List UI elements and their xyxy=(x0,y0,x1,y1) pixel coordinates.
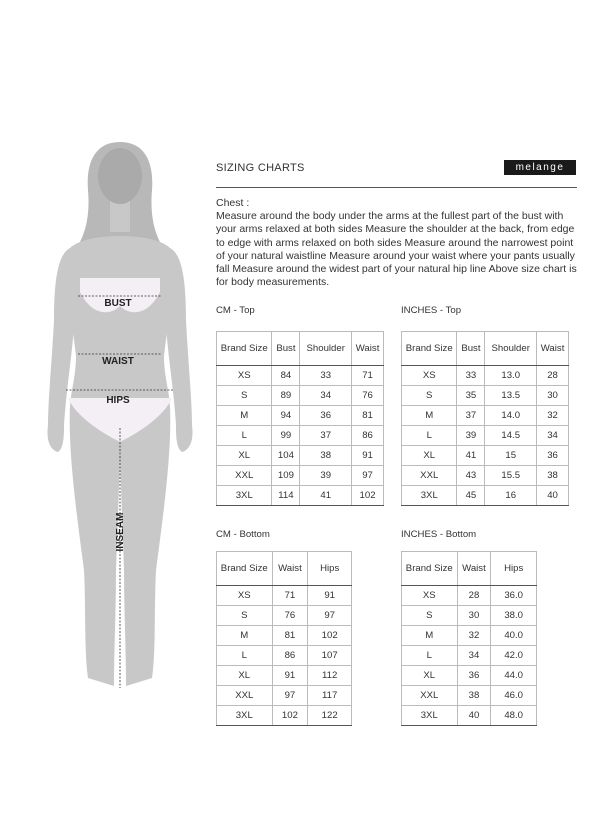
table-row xyxy=(402,406,569,426)
table-row xyxy=(402,466,569,486)
table-row xyxy=(217,406,384,426)
value-cell: 112 xyxy=(308,666,352,686)
table-row xyxy=(402,486,569,506)
table-row xyxy=(217,466,384,486)
bust-label: BUST xyxy=(104,298,132,309)
value-cell: 35 xyxy=(457,386,485,406)
size-cell: 3XL xyxy=(217,486,272,506)
value-cell: 84 xyxy=(272,366,300,386)
measurement-instructions xyxy=(216,197,584,289)
brand-logo: melange xyxy=(504,160,576,175)
table-row xyxy=(402,586,537,606)
value-cell: 15 xyxy=(485,446,537,466)
cm-top-table xyxy=(216,331,384,506)
page-title: SIZING CHARTS xyxy=(216,162,305,174)
table-header-row xyxy=(217,332,384,366)
inches-bottom-table xyxy=(401,551,537,726)
value-cell: 91 xyxy=(352,446,384,466)
body-measurement-figure xyxy=(30,130,210,695)
value-cell: 33 xyxy=(457,366,485,386)
header-cell: Waist xyxy=(537,332,569,366)
value-cell: 33 xyxy=(300,366,352,386)
hips-label: HIPS xyxy=(106,395,130,406)
size-cell: 3XL xyxy=(402,706,458,726)
value-cell: 71 xyxy=(272,586,308,606)
header-cell: Waist xyxy=(457,552,491,586)
value-cell: 94 xyxy=(272,406,300,426)
header-divider xyxy=(216,187,577,188)
value-cell: 104 xyxy=(272,446,300,466)
value-cell: 91 xyxy=(272,666,308,686)
value-cell: 41 xyxy=(457,446,485,466)
size-cell: S xyxy=(217,606,273,626)
size-cell: XS xyxy=(217,586,273,606)
value-cell: 36 xyxy=(537,446,569,466)
value-cell: 40 xyxy=(537,486,569,506)
inches-top-table xyxy=(401,331,569,506)
value-cell: 45 xyxy=(457,486,485,506)
table-row xyxy=(217,626,352,646)
table-header-row xyxy=(217,552,352,586)
table-row xyxy=(402,426,569,446)
size-cell: XS xyxy=(402,586,458,606)
size-cell: XS xyxy=(217,366,272,386)
table-row xyxy=(217,426,384,446)
size-cell: XXL xyxy=(402,686,458,706)
size-cell: M xyxy=(217,406,272,426)
value-cell: 38 xyxy=(300,446,352,466)
inseam-label: INSEAM xyxy=(115,512,126,552)
size-cell: S xyxy=(402,386,457,406)
value-cell: 41 xyxy=(300,486,352,506)
value-cell: 81 xyxy=(272,626,308,646)
table-row xyxy=(402,666,537,686)
size-cell: S xyxy=(217,386,272,406)
value-cell: 36.0 xyxy=(491,586,537,606)
value-cell: 34 xyxy=(457,646,491,666)
header-cell: Brand Size xyxy=(217,552,273,586)
table-row xyxy=(217,486,384,506)
value-cell: 109 xyxy=(272,466,300,486)
size-cell: M xyxy=(402,406,457,426)
value-cell: 13.0 xyxy=(485,366,537,386)
value-cell: 86 xyxy=(352,426,384,446)
value-cell: 107 xyxy=(308,646,352,666)
size-cell: L xyxy=(402,646,458,666)
value-cell: 28 xyxy=(537,366,569,386)
value-cell: 89 xyxy=(272,386,300,406)
value-cell: 28 xyxy=(457,586,491,606)
table-row xyxy=(402,366,569,386)
table-row xyxy=(217,686,352,706)
size-cell: M xyxy=(402,626,458,646)
value-cell: 76 xyxy=(352,386,384,406)
value-cell: 38.0 xyxy=(491,606,537,626)
value-cell: 32 xyxy=(537,406,569,426)
value-cell: 30 xyxy=(457,606,491,626)
header-cell: Hips xyxy=(491,552,537,586)
size-cell: XXL xyxy=(402,466,457,486)
size-cell: 3XL xyxy=(217,706,273,726)
table-row xyxy=(217,666,352,686)
value-cell: 102 xyxy=(352,486,384,506)
size-cell: L xyxy=(217,426,272,446)
value-cell: 14.5 xyxy=(485,426,537,446)
value-cell: 86 xyxy=(272,646,308,666)
value-cell: 71 xyxy=(352,366,384,386)
value-cell: 97 xyxy=(272,686,308,706)
value-cell: 91 xyxy=(308,586,352,606)
instructions-label: Chest : xyxy=(216,197,250,209)
table-row xyxy=(217,386,384,406)
size-cell: L xyxy=(217,646,273,666)
instructions-text: Measure around the body under the arms at the fullest part of the bust with your arms relaxed at both sides Measure the shoulder at the back, from edge to edge with arms relaxed on both sides Measure around the narrowest point of your natural waistline Measure around your waist where your pants usually fall Measure around the widest part of your natural hip line Above size chart is for body measurements. xyxy=(216,210,577,289)
value-cell: 38 xyxy=(537,466,569,486)
table-row xyxy=(217,366,384,386)
table-row xyxy=(217,706,352,726)
value-cell: 38 xyxy=(457,686,491,706)
table-row xyxy=(402,386,569,406)
header-cell: Shoulder xyxy=(485,332,537,366)
header-cell: Bust xyxy=(272,332,300,366)
table-row xyxy=(402,626,537,646)
value-cell: 76 xyxy=(272,606,308,626)
cm-top-title: CM - Top xyxy=(216,305,255,316)
value-cell: 122 xyxy=(308,706,352,726)
value-cell: 48.0 xyxy=(491,706,537,726)
table-row xyxy=(402,686,537,706)
value-cell: 114 xyxy=(272,486,300,506)
table-row xyxy=(217,606,352,626)
value-cell: 102 xyxy=(308,626,352,646)
value-cell: 40 xyxy=(457,706,491,726)
inches-top-title: INCHES - Top xyxy=(401,305,462,316)
size-cell: XL xyxy=(402,446,457,466)
header-cell: Brand Size xyxy=(217,332,272,366)
table-row xyxy=(217,586,352,606)
size-cell: L xyxy=(402,426,457,446)
size-cell: XXL xyxy=(217,466,272,486)
value-cell: 39 xyxy=(300,466,352,486)
header-cell: Brand Size xyxy=(402,332,457,366)
value-cell: 36 xyxy=(300,406,352,426)
table-header-row xyxy=(402,552,537,586)
value-cell: 37 xyxy=(300,426,352,446)
value-cell: 97 xyxy=(308,606,352,626)
inches-bottom-title: INCHES - Bottom xyxy=(401,529,477,540)
value-cell: 102 xyxy=(272,706,308,726)
value-cell: 36 xyxy=(457,666,491,686)
waist-label: WAIST xyxy=(102,356,134,367)
value-cell: 44.0 xyxy=(491,666,537,686)
header-cell: Shoulder xyxy=(300,332,352,366)
value-cell: 16 xyxy=(485,486,537,506)
size-cell: XL xyxy=(217,666,273,686)
size-cell: XS xyxy=(402,366,457,386)
table-row xyxy=(217,646,352,666)
value-cell: 39 xyxy=(457,426,485,446)
size-cell: XL xyxy=(217,446,272,466)
table-row xyxy=(402,606,537,626)
value-cell: 97 xyxy=(352,466,384,486)
cm-bottom-table xyxy=(216,551,352,726)
cm-bottom-title: CM - Bottom xyxy=(216,529,270,540)
header-cell: Brand Size xyxy=(402,552,458,586)
header-cell: Bust xyxy=(457,332,485,366)
value-cell: 15.5 xyxy=(485,466,537,486)
table-row xyxy=(402,446,569,466)
size-cell: M xyxy=(217,626,273,646)
header-cell: Waist xyxy=(352,332,384,366)
value-cell: 99 xyxy=(272,426,300,446)
value-cell: 117 xyxy=(308,686,352,706)
value-cell: 42.0 xyxy=(491,646,537,666)
header-cell: Waist xyxy=(272,552,308,586)
value-cell: 81 xyxy=(352,406,384,426)
table-header-row xyxy=(402,332,569,366)
table-row xyxy=(217,446,384,466)
value-cell: 13.5 xyxy=(485,386,537,406)
size-cell: S xyxy=(402,606,458,626)
header-cell: Hips xyxy=(308,552,352,586)
value-cell: 37 xyxy=(457,406,485,426)
value-cell: 32 xyxy=(457,626,491,646)
value-cell: 43 xyxy=(457,466,485,486)
table-row xyxy=(402,706,537,726)
value-cell: 34 xyxy=(537,426,569,446)
value-cell: 30 xyxy=(537,386,569,406)
value-cell: 34 xyxy=(300,386,352,406)
value-cell: 46.0 xyxy=(491,686,537,706)
size-cell: 3XL xyxy=(402,486,457,506)
size-cell: XXL xyxy=(217,686,273,706)
table-row xyxy=(402,646,537,666)
size-cell: XL xyxy=(402,666,458,686)
value-cell: 40.0 xyxy=(491,626,537,646)
value-cell: 14.0 xyxy=(485,406,537,426)
